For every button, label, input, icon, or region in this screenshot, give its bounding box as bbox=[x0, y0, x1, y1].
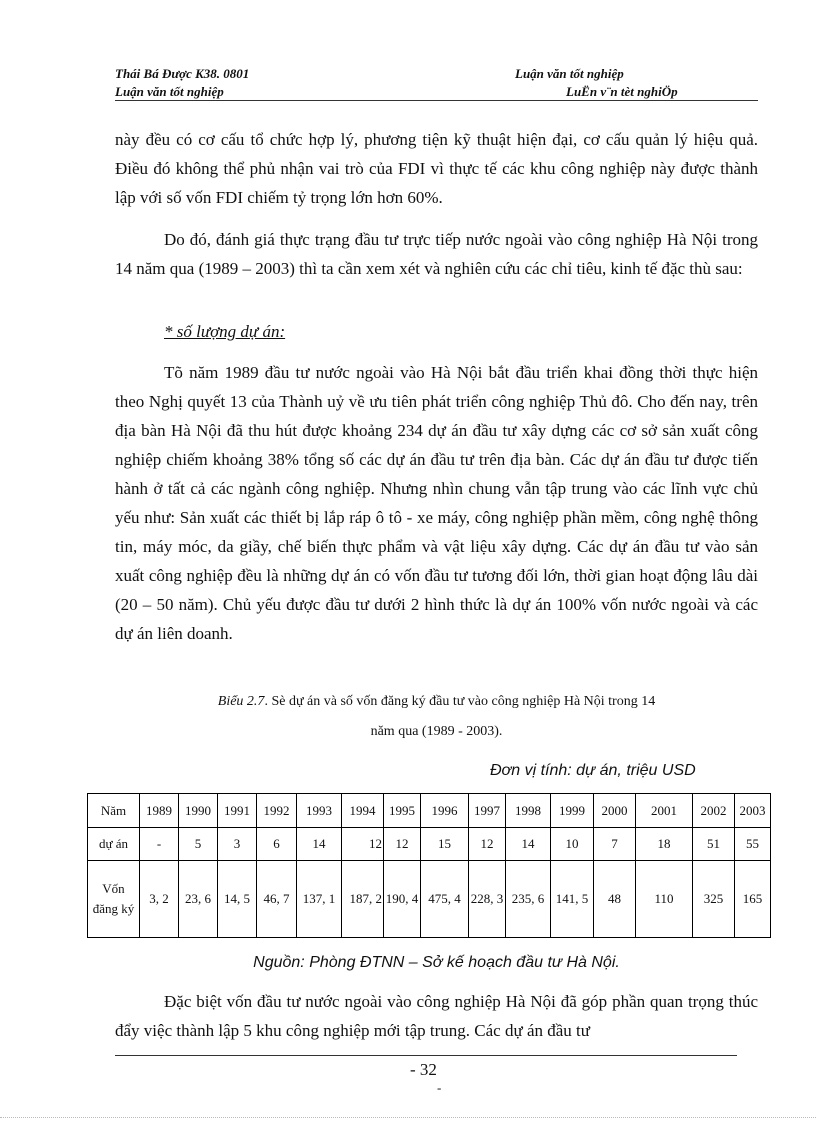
table-source: Nguồn: Phòng ĐTNN – Sở kế hoạch đầu tư Hà Nội. bbox=[253, 954, 620, 971]
paragraph-2: Do đó, đánh giá thực trạng đầu tư trực tiếp nước ngoài vào công nghiệp Hà Nội trong 14 năm qua (1989 – 2003) thì ta cần xem xét và nghiên cứu các chỉ tiêu, kinh tế đặc thù sau: bbox=[115, 230, 758, 278]
projects-cell: 12 bbox=[469, 828, 506, 861]
projects-cell: 14 bbox=[297, 828, 342, 861]
page-break-line bbox=[0, 1117, 816, 1118]
capital-cell: 165 bbox=[735, 861, 771, 938]
projects-cell: 5 bbox=[179, 828, 218, 861]
capital-cell: 187, 2 bbox=[342, 861, 384, 938]
projects-cell: 12 bbox=[384, 828, 421, 861]
capital-cell: 110 bbox=[636, 861, 693, 938]
year-cell: 2003 bbox=[735, 794, 771, 828]
year-row bbox=[88, 794, 771, 828]
projects-cell: 18 bbox=[636, 828, 693, 861]
footer-dash: - bbox=[437, 1080, 442, 1095]
capital-cell: 48 bbox=[594, 861, 636, 938]
paragraph-3: Tõ năm 1989 đầu tư nước ngoài vào Hà Nội bắt đầu triển khai đồng thời thực hiện theo Nghị quyết 13 của Thành uỷ về ưu tiên phát triển công nghiệp Thủ đô. Cho đến nay, trên địa bàn Hà Nội đã thu hút được khoảng 234 dự án đầu tư xây dựng các cơ sở sản xuất công nghiệp chiếm khoảng 38% tổng số các dự án đầu tư trên địa bàn. Các dự án đầu tư được tiến hành ở tất cả các ngành công nghiệp. Nhưng nhìn chung vẫn tập trung vào các lĩnh vực chủ yếu như: Sản xuất các thiết bị lắp ráp ô tô - xe máy, công nghiệp phần mềm, công nghệ thông tin, máy móc, da giầy, chế biến thực phẩm và vật liệu xây dựng. Các dự án đầu tư vào sản xuất công nghiệp đều là những dự án có vốn đầu tư tương đối lớn, thời gian hoạt động lâu dài (20 – 50 năm). Chủ yếu được đầu tư dưới 2 hình thức là dự án 100% vốn nước ngoài và các dự án liên doanh. bbox=[115, 363, 758, 643]
projects-cell: 7 bbox=[594, 828, 636, 861]
year-cell: 1998 bbox=[506, 794, 551, 828]
footer-rule bbox=[115, 1055, 737, 1056]
year-cell: 2001 bbox=[636, 794, 693, 828]
capital-row bbox=[88, 861, 771, 938]
projects-cell: - bbox=[140, 828, 179, 861]
year-cell: 1990 bbox=[179, 794, 218, 828]
page-number: - 32 bbox=[410, 1060, 437, 1079]
year-cell: 1994 bbox=[342, 794, 384, 828]
projects-cell: 12 bbox=[342, 828, 384, 861]
caption-label: Biểu 2.7 bbox=[217, 694, 265, 709]
row-label-year: Năm bbox=[88, 794, 140, 828]
row-label-projects: dự án bbox=[88, 828, 140, 861]
capital-cell: 3, 2 bbox=[140, 861, 179, 938]
year-cell: 1995 bbox=[384, 794, 421, 828]
header-title-garbled: LuËn v¨n tèt nghiÖp bbox=[566, 84, 678, 99]
year-cell: 2002 bbox=[693, 794, 735, 828]
capital-cell: 137, 1 bbox=[297, 861, 342, 938]
projects-cell: 55 bbox=[735, 828, 771, 861]
capital-cell: 14, 5 bbox=[218, 861, 257, 938]
projects-cell: 51 bbox=[693, 828, 735, 861]
year-cell: 1991 bbox=[218, 794, 257, 828]
year-cell: 1999 bbox=[551, 794, 594, 828]
header-rule bbox=[115, 100, 758, 101]
year-cell: 1997 bbox=[469, 794, 506, 828]
paragraph-1: này đều có cơ cấu tổ chức hợp lý, phương tiện kỹ thuật hiện đại, cơ cấu quản lý hiệu quả. Điều đó không thể phủ nhận vai trò của FDI vì thực tế các khu công nghiệp này được thành lập với số vốn FDI chiếm tỷ trọng lớn hơn 60%. bbox=[115, 130, 758, 207]
projects-cell: 3 bbox=[218, 828, 257, 861]
unit-note: Đơn vị tính: dự án, triệu USD bbox=[490, 762, 696, 779]
capital-cell: 325 bbox=[693, 861, 735, 938]
capital-cell: 235, 6 bbox=[506, 861, 551, 938]
capital-cell: 475, 4 bbox=[421, 861, 469, 938]
header-title-2: Luận văn tốt nghiệp bbox=[115, 84, 224, 99]
table-caption-line-2: năm qua (1989 - 2003). bbox=[370, 724, 503, 739]
capital-cell: 141, 5 bbox=[551, 861, 594, 938]
projects-cell: 6 bbox=[257, 828, 297, 861]
paragraph-4: Đặc biệt vốn đầu tư nước ngoài vào công nghiệp Hà Nội đã góp phần quan trọng thúc đẩy việc thành lập 5 khu công nghiệp mới tập trung. Các dự án đầu tư bbox=[115, 992, 758, 1040]
capital-cell: 228, 3 bbox=[469, 861, 506, 938]
capital-cell: 23, 6 bbox=[179, 861, 218, 938]
capital-cell: 190, 4 bbox=[384, 861, 421, 938]
projects-cell: 14 bbox=[506, 828, 551, 861]
year-cell: 1992 bbox=[257, 794, 297, 828]
header-author: Thái Bá Được K38. 0801 bbox=[115, 66, 250, 81]
capital-cell: 46, 7 bbox=[257, 861, 297, 938]
projects-row bbox=[88, 828, 771, 861]
caption-text: . Sè dự án và số vốn đăng ký đầu tư vào công nghiệp Hà Nội trong 14 bbox=[264, 694, 656, 709]
projects-cell: 15 bbox=[421, 828, 469, 861]
year-cell: 1993 bbox=[297, 794, 342, 828]
header-title: Luận văn tốt nghiệp bbox=[515, 66, 624, 81]
table-caption bbox=[115, 688, 758, 716]
subheading-project-count: * số lượng dự án: bbox=[164, 322, 286, 341]
projects-cell: 10 bbox=[551, 828, 594, 861]
year-cell: 2000 bbox=[594, 794, 636, 828]
investment-table bbox=[87, 793, 771, 938]
year-cell: 1996 bbox=[421, 794, 469, 828]
row-label-capital: Vốn đăng ký bbox=[88, 861, 140, 938]
year-cell: 1989 bbox=[140, 794, 179, 828]
